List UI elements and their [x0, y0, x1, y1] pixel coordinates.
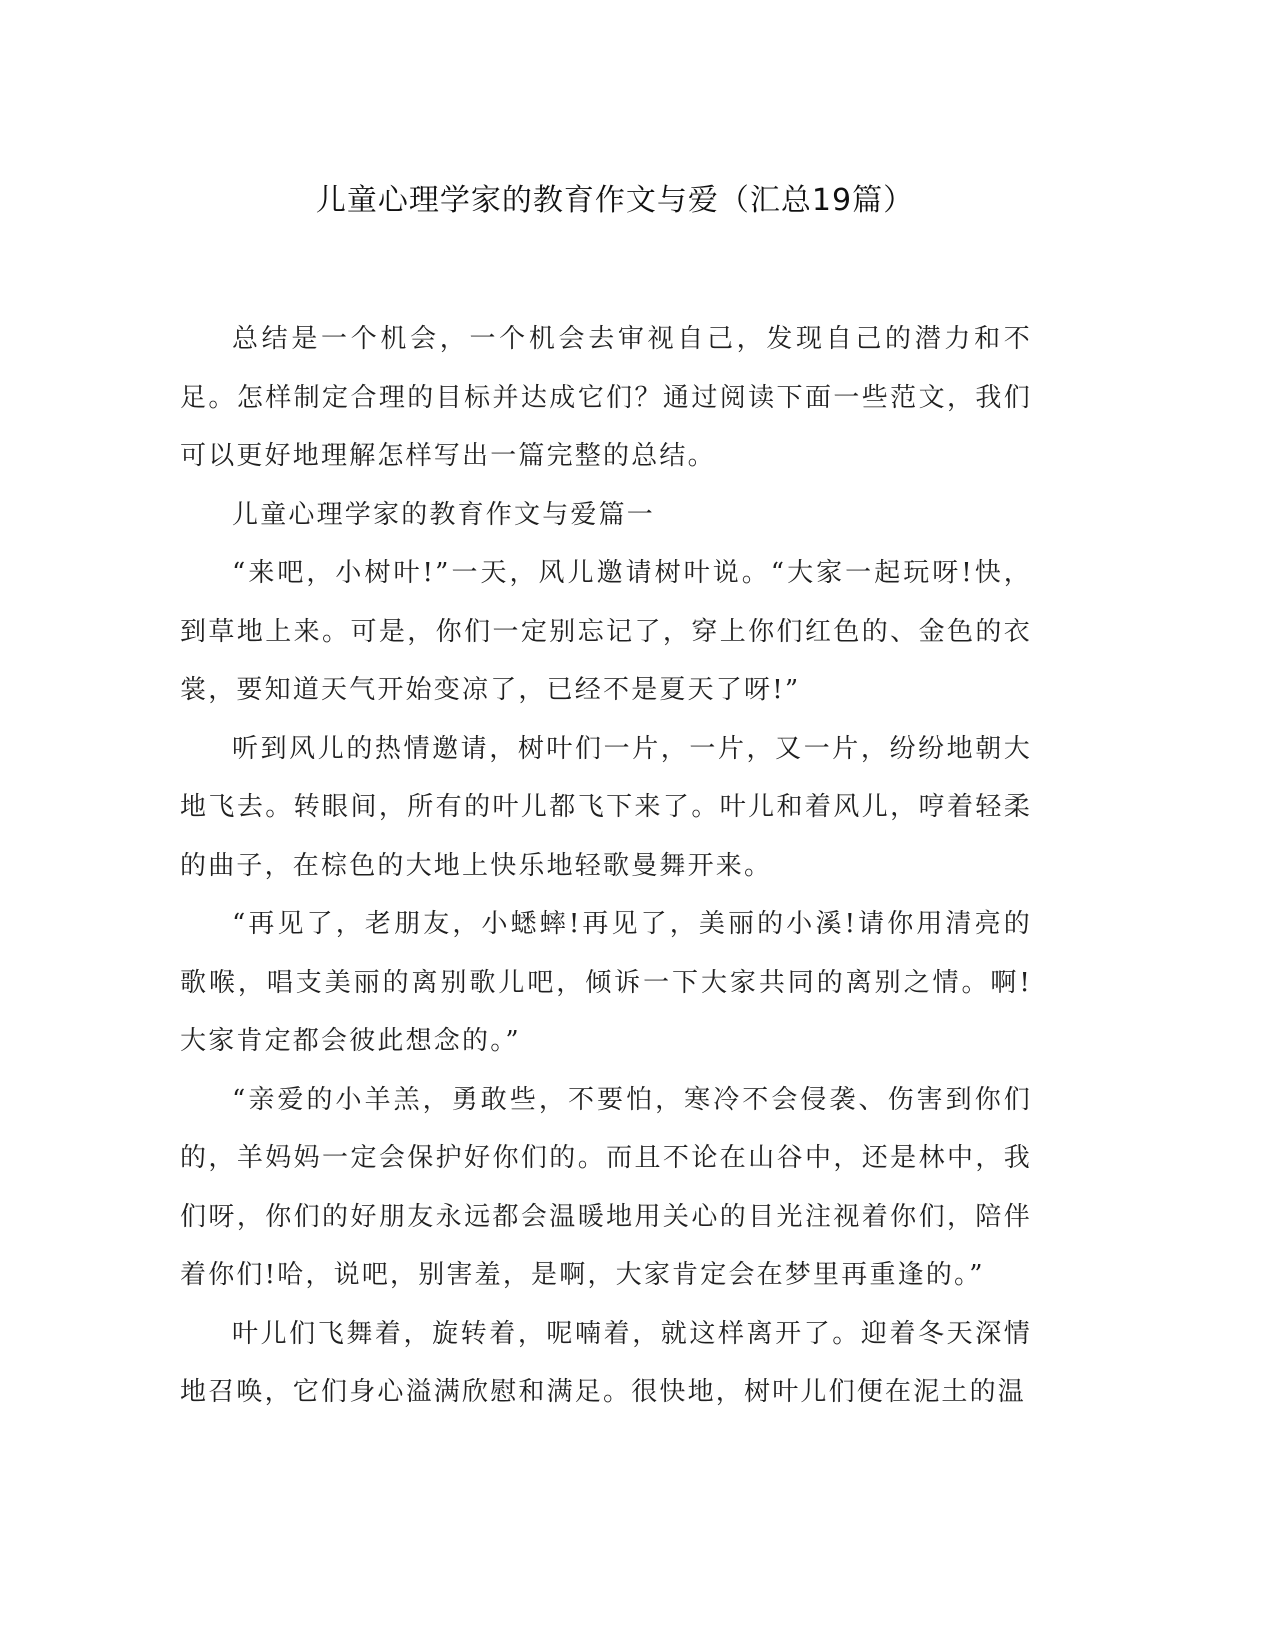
document-title: 儿童心理学家的教育作文与爱（汇总19篇） [315, 183, 915, 218]
body-paragraph: 叶儿们飞舞着，旋转着，呢喃着，就这样离开了。迎着冬天深情地召唤，它们身心溢满欣慰和满足。很快地，树叶儿们便在泥土的温 [180, 1318, 1032, 1407]
body-paragraph: “来吧，小树叶!”一天，风儿邀请树叶说。“大家一起玩呀!快，到草地上来。可是，你们一定别忘记了，穿上你们红色的、金色的衣裳，要知道天气开始变凉了，已经不是夏天了呀!” [180, 558, 1032, 705]
intro-paragraph: 总结是一个机会，一个机会去审视自己，发现自己的潜力和不足。怎样制定合理的目标并达成它们？通过阅读下面一些范文，我们可以更好地理解怎样写出一篇完整的总结。 [180, 324, 1032, 471]
body-paragraph: “再见了，老朋友，小蟋蟀!再见了，美丽的小溪!请你用清亮的歌喉，唱支美丽的离别歌儿吧，倾诉一下大家共同的离别之情。啊!大家肯定都会彼此想念的。” [180, 909, 1032, 1056]
body-paragraph: 听到风儿的热情邀请，树叶们一片，一片，又一片，纷纷地朝大地飞去。转眼间，所有的叶儿都飞下来了。叶儿和着风儿，哼着轻柔的曲子，在棕色的大地上快乐地轻歌曼舞开来。 [180, 733, 1032, 881]
document-body [180, 310, 1032, 1422]
body-paragraph: “亲爱的小羊羔，勇敢些，不要怕，寒冷不会侵袭、伤害到你们的，羊妈妈一定会保护好你们的。而且不论在山谷中，还是林中，我们呀，你们的好朋友永远都会温暖地用关心的目光注视着你们，陪伴着你们!哈，说吧，别害羞，是啊，大家肯定会在梦里再重逢的。” [180, 1084, 1032, 1290]
section-heading: 儿童心理学家的教育作文与爱篇一 [232, 499, 656, 530]
